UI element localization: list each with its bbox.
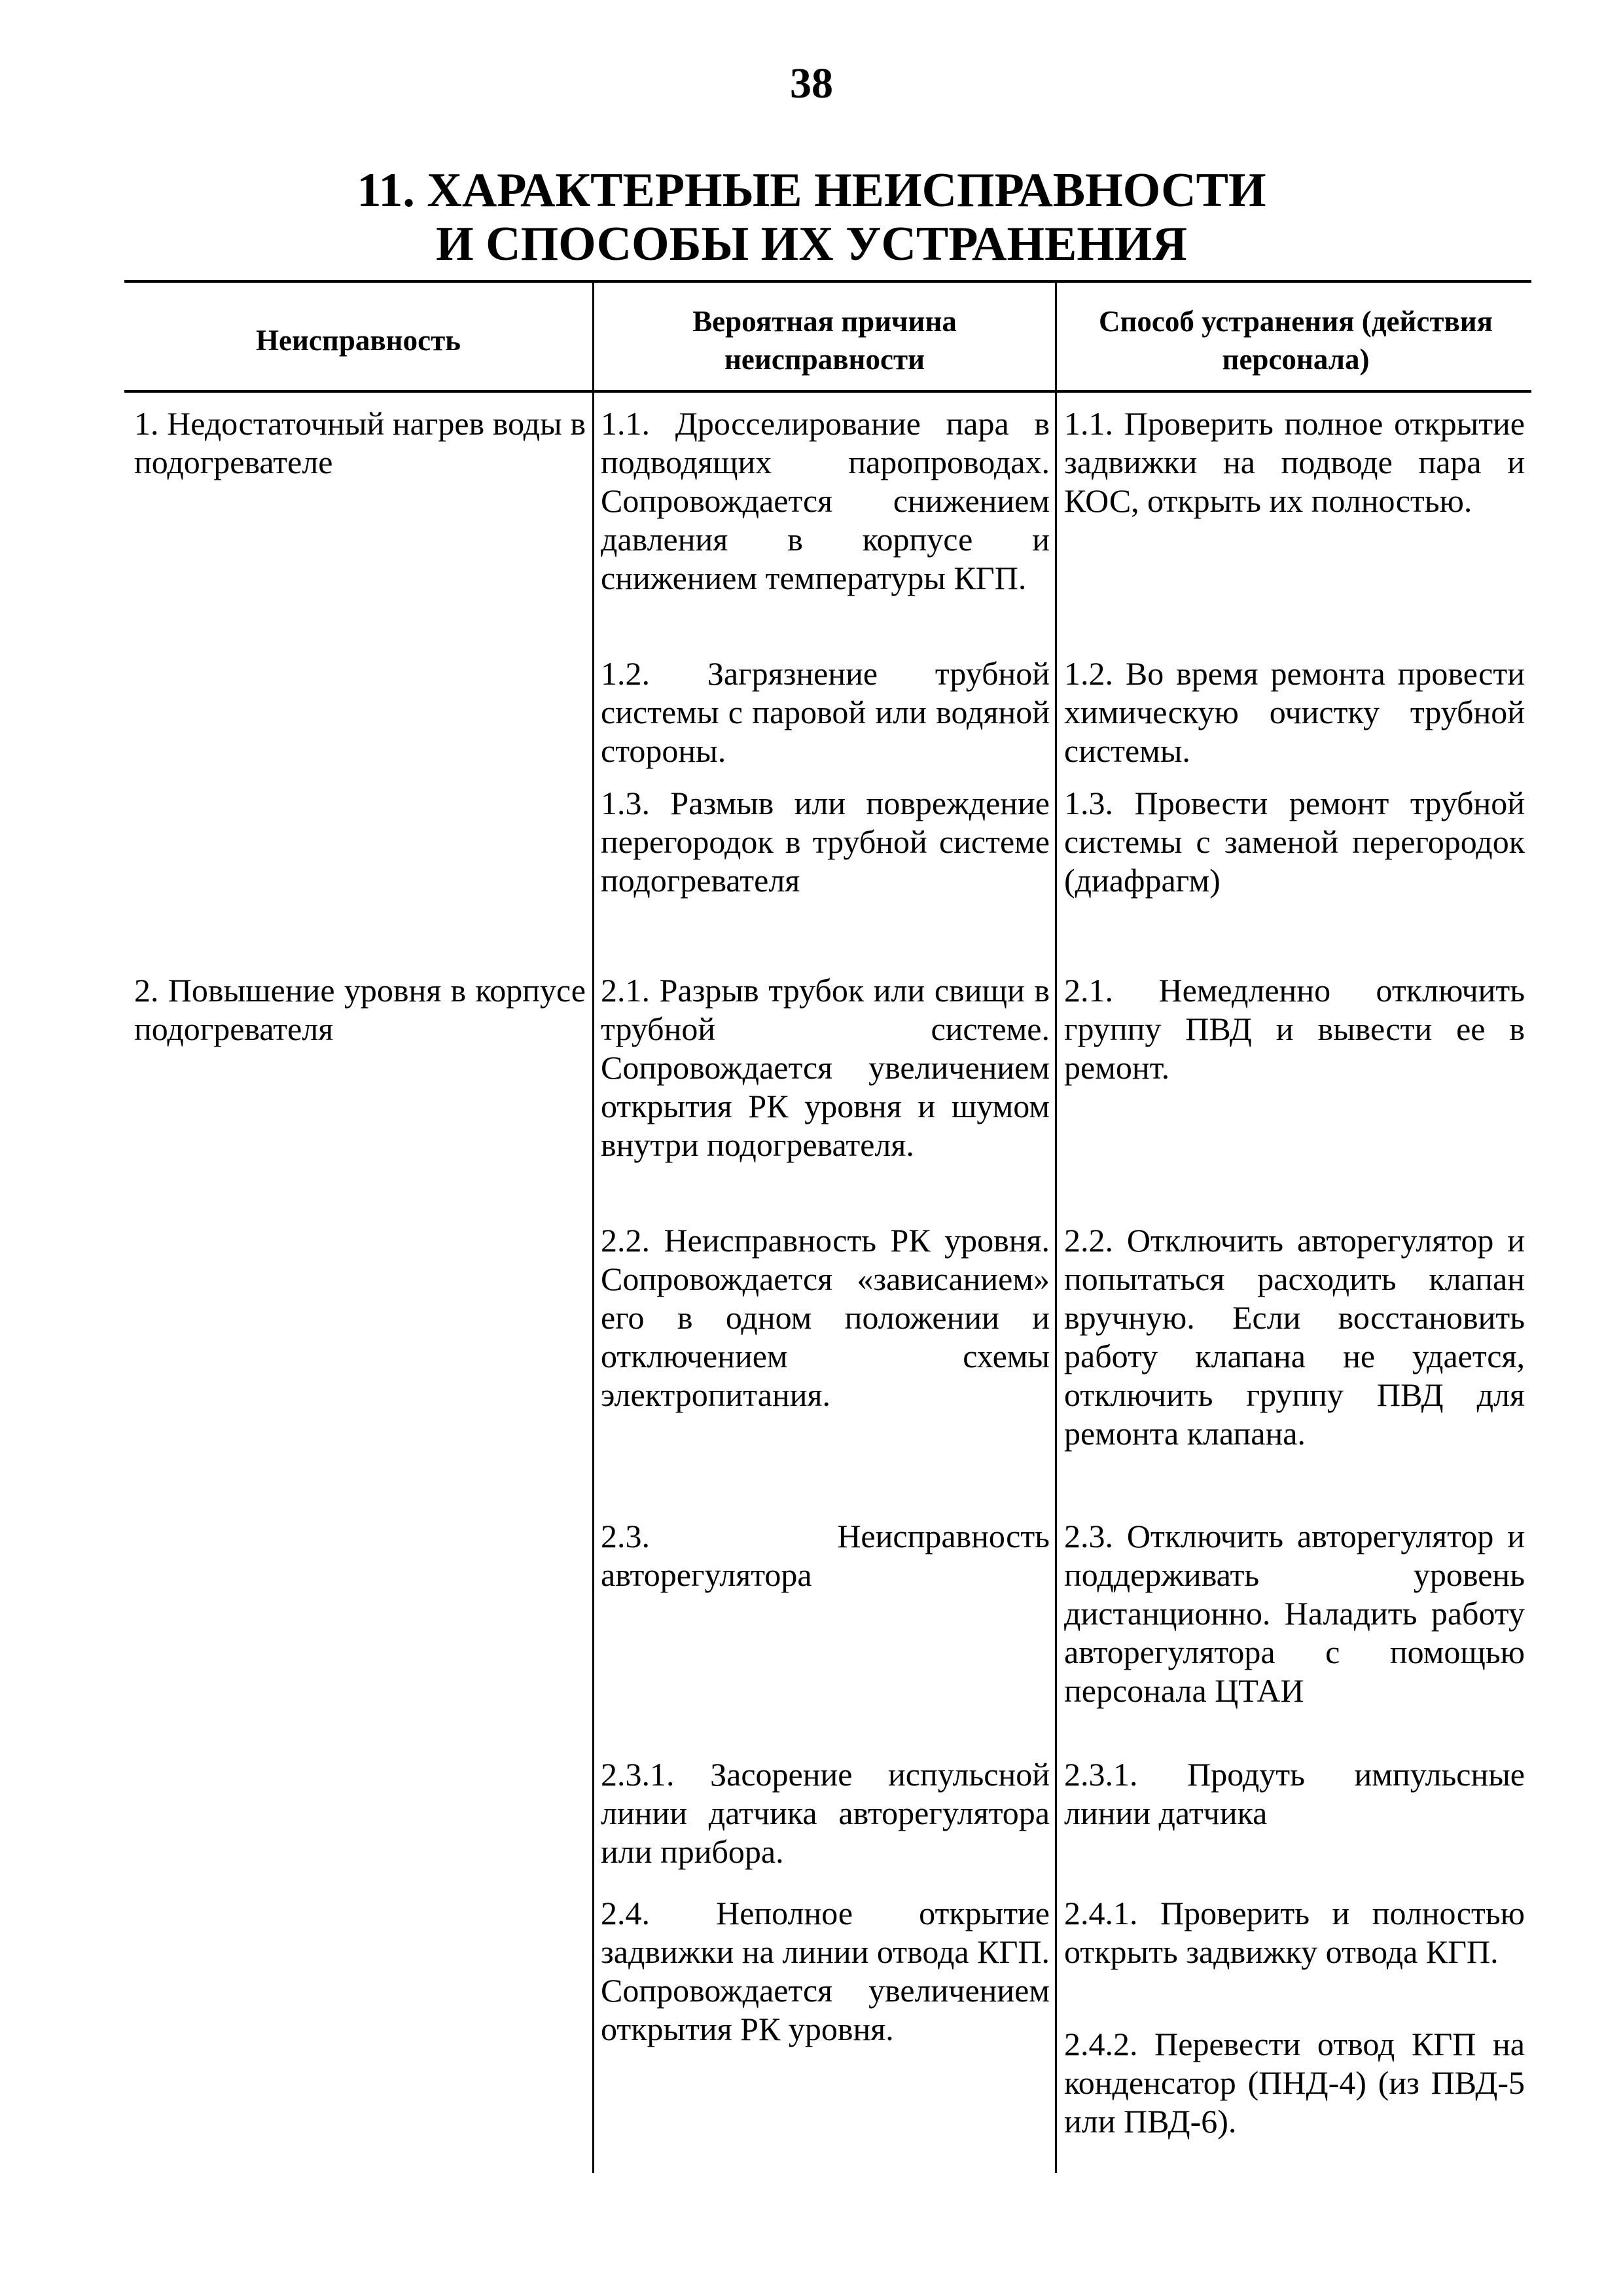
remedy-cell: 2.2. Отключить авторегулятор и попытаться расходить клапан вручную. Если восстановить работу клапана не удается, отключить группу ПВД для ремонта клапана. bbox=[1064, 1222, 1525, 1452]
cause-cell: 1.1. Дросселирование пара в подводящих паропроводах. Сопровождается снижением давления в корпусе и снижением температуры КГП. bbox=[601, 405, 1050, 596]
header-fault-label: Неисправность bbox=[256, 324, 461, 357]
section-title-line-2: И СПОСОБЫ ИХ УСТРАНЕНИЯ bbox=[436, 217, 1187, 271]
section-title bbox=[0, 164, 1623, 271]
header-cause bbox=[597, 295, 1052, 386]
remedy-cell: 1.2. Во время ремонта провести химическую очистку трубной системы. bbox=[1064, 655, 1525, 769]
remedy-cell: 1.3. Провести ремонт трубной системы с заменой перегородок (диафрагм) bbox=[1064, 785, 1525, 899]
fault-cell: 2. Повышение уровня в корпусе подогревателя bbox=[134, 972, 586, 1047]
page-number: 38 bbox=[790, 60, 833, 107]
header-remedy bbox=[1060, 295, 1531, 386]
cause-cell: 2.3. Неисправность авторегулятора bbox=[601, 1518, 1050, 1593]
table-header-rule bbox=[124, 390, 1531, 393]
remedy-cell: 2.3. Отключить авторегулятор и поддерживать уровень дистанционно. Наладить работу авторегулятора с помощью персонала ЦТАИ bbox=[1064, 1518, 1525, 1709]
cause-cell: 2.2. Неисправность РК уровня. Сопровождается «зависанием» его в одном положении и отключением схемы электропитания. bbox=[601, 1222, 1050, 1413]
cause-cell: 1.2. Загрязнение трубной системы с паровой или водяной стороны. bbox=[601, 655, 1050, 769]
remedy-cell: 2.3.1. Продуть импульсные линии датчика bbox=[1064, 1756, 1525, 1831]
fault-cell: 1. Недостаточный нагрев воды в подогревателе bbox=[134, 405, 586, 480]
column-divider bbox=[1055, 281, 1057, 2173]
section-title-line-1: 11. ХАРАКТЕРНЫЕ НЕИСПРАВНОСТИ bbox=[357, 164, 1266, 217]
header-remedy-label: Способ устранения (действия персонала) bbox=[1098, 305, 1493, 376]
remedy-cell: 2.4.1. Проверить и полностью открыть задвижку отвода КГП. bbox=[1064, 1895, 1525, 1970]
cause-cell: 2.1. Разрыв трубок или свищи в трубной системе. Сопровождается увеличением открытия РК уровня и шумом внутри подогревателя. bbox=[601, 972, 1050, 1163]
remedy-cell: 2.4.2. Перевести отвод КГП на конденсатор (ПНД-4) (из ПВД-5 или ПВД-6). bbox=[1064, 2026, 1525, 2140]
column-divider bbox=[592, 281, 594, 2173]
header-fault bbox=[128, 295, 589, 386]
remedy-cell: 2.1. Немедленно отключить группу ПВД и вывести ее в ремонт. bbox=[1064, 972, 1525, 1086]
cause-cell: 2.4. Неполное открытие задвижки на линии отвода КГП. Сопровождается увеличением открытия РК уровня. bbox=[601, 1895, 1050, 2047]
cause-cell: 1.3. Размыв или повреждение перегородок в трубной системе подогревателя bbox=[601, 785, 1050, 899]
remedy-cell: 1.1. Проверить полное открытие задвижки на подводе пара и КОС, открыть их полностью. bbox=[1064, 405, 1525, 519]
cause-cell: 2.3.1. Засорение испульсной линии датчика авторегулятора или прибора. bbox=[601, 1756, 1050, 1870]
table-top-rule bbox=[124, 280, 1531, 283]
header-cause-label: Вероятная причина неисправности bbox=[692, 305, 957, 376]
